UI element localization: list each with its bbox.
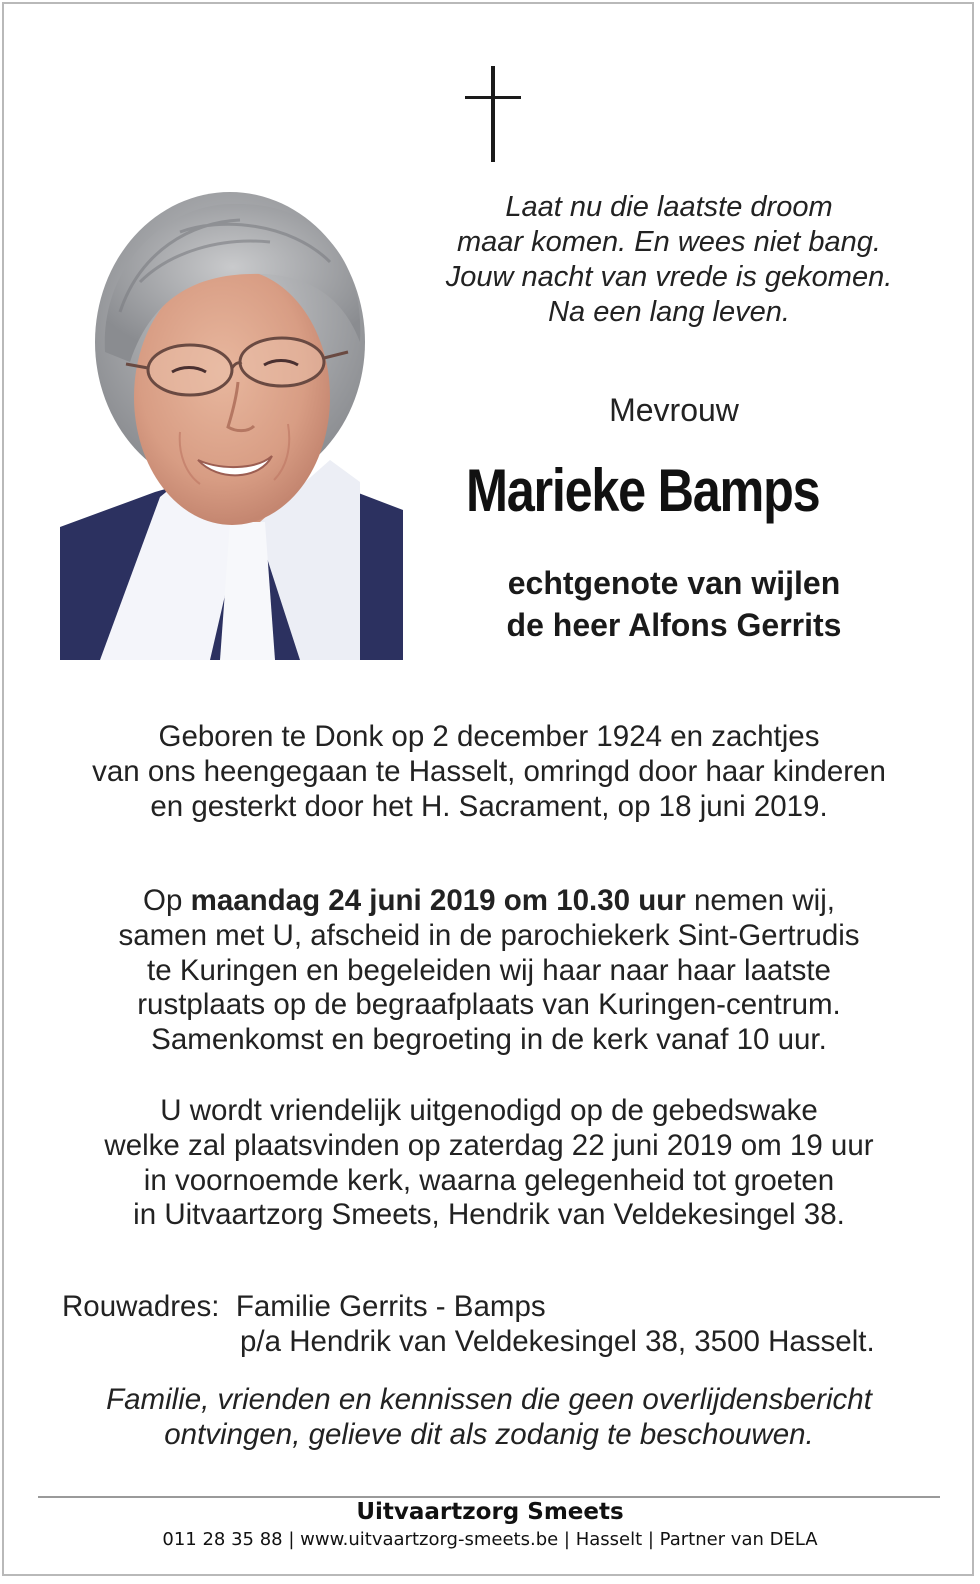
poem-line: Na een lang leven. <box>548 296 790 328</box>
paragraph-line: van ons heengegaan te Hasselt, omringd door haar kinderen <box>92 754 886 788</box>
relation-line: de heer Alfons Gerrits <box>506 607 842 643</box>
funeral-home-name: Uitvaartzorg Smeets <box>356 1499 624 1525</box>
rouwadres-line <box>62 1289 875 1324</box>
paragraph-line: in voornoemde kerk, waarna gelegenheid tot groeten <box>143 1163 835 1197</box>
text-prefix: Op <box>143 884 191 917</box>
paragraph-line: Geboren te Donk op 2 december 1924 en zachtjes <box>158 720 820 753</box>
obituary-card <box>2 2 974 1576</box>
honorific: Mevrouw <box>609 392 739 428</box>
portrait-photo <box>60 192 403 660</box>
note-line: Familie, vrienden en kennissen die geen overlijdensbericht <box>106 1383 872 1416</box>
paragraph-line: rustplaats op de begraafplaats van Kuringen-centrum. <box>137 988 841 1022</box>
poem <box>414 190 924 330</box>
rouwadres <box>62 1289 875 1359</box>
birth-paragraph <box>34 720 944 824</box>
rouwadres-address: p/a Hendrik van Veldekesingel 38, 3500 Hasselt. <box>240 1325 875 1358</box>
funeral-home-contact: 011 28 35 88 | www.uitvaartzorg-smeets.be | Hasselt | Partner van DELA <box>162 1529 818 1550</box>
paragraph-line: en gesterkt door het H. Sacrament, op 18 juni 2019. <box>150 789 828 823</box>
deceased-name: Marieke Bamps <box>466 457 820 524</box>
closing-note <box>34 1382 944 1452</box>
poem-line: Jouw nacht van vrede is gekomen. <box>445 261 893 293</box>
note-line: ontvingen, gelieve dit als zodanig te beschouwen. <box>164 1418 814 1451</box>
wake-paragraph <box>34 1094 944 1233</box>
rouwadres-family: Familie Gerrits - Bamps <box>235 1290 546 1323</box>
paragraph-line: Samenkomst en begroeting in de kerk vanaf 10 uur. <box>151 1023 827 1057</box>
cross-icon <box>465 66 521 162</box>
rouwadres-label: Rouwadres: <box>62 1290 220 1323</box>
relation-line: echtgenote van wijlen <box>507 565 841 601</box>
funeral-paragraph <box>34 884 944 1058</box>
poem-line: maar komen. En wees niet bang. <box>457 226 881 258</box>
paragraph-line: in Uitvaartzorg Smeets, Hendrik van Veldekesingel 38. <box>133 1198 845 1232</box>
paragraph-line: welke zal plaatsvinden op zaterdag 22 juni 2019 om 19 uur <box>104 1128 874 1162</box>
poem-line: Laat nu die laatste droom <box>505 191 833 223</box>
funeral-datetime: maandag 24 juni 2019 om 10.30 uur <box>190 884 686 917</box>
text-suffix: nemen wij, <box>685 884 835 917</box>
relation <box>424 562 924 646</box>
paragraph-line: U wordt vriendelijk uitgenodigd op de gebedswake <box>160 1094 818 1127</box>
paragraph-line <box>34 884 944 919</box>
paragraph-line: samen met U, afscheid in de parochiekerk Sint-Gertrudis <box>118 918 860 952</box>
paragraph-line: te Kuringen en begeleiden wij haar naar haar laatste <box>147 953 831 987</box>
